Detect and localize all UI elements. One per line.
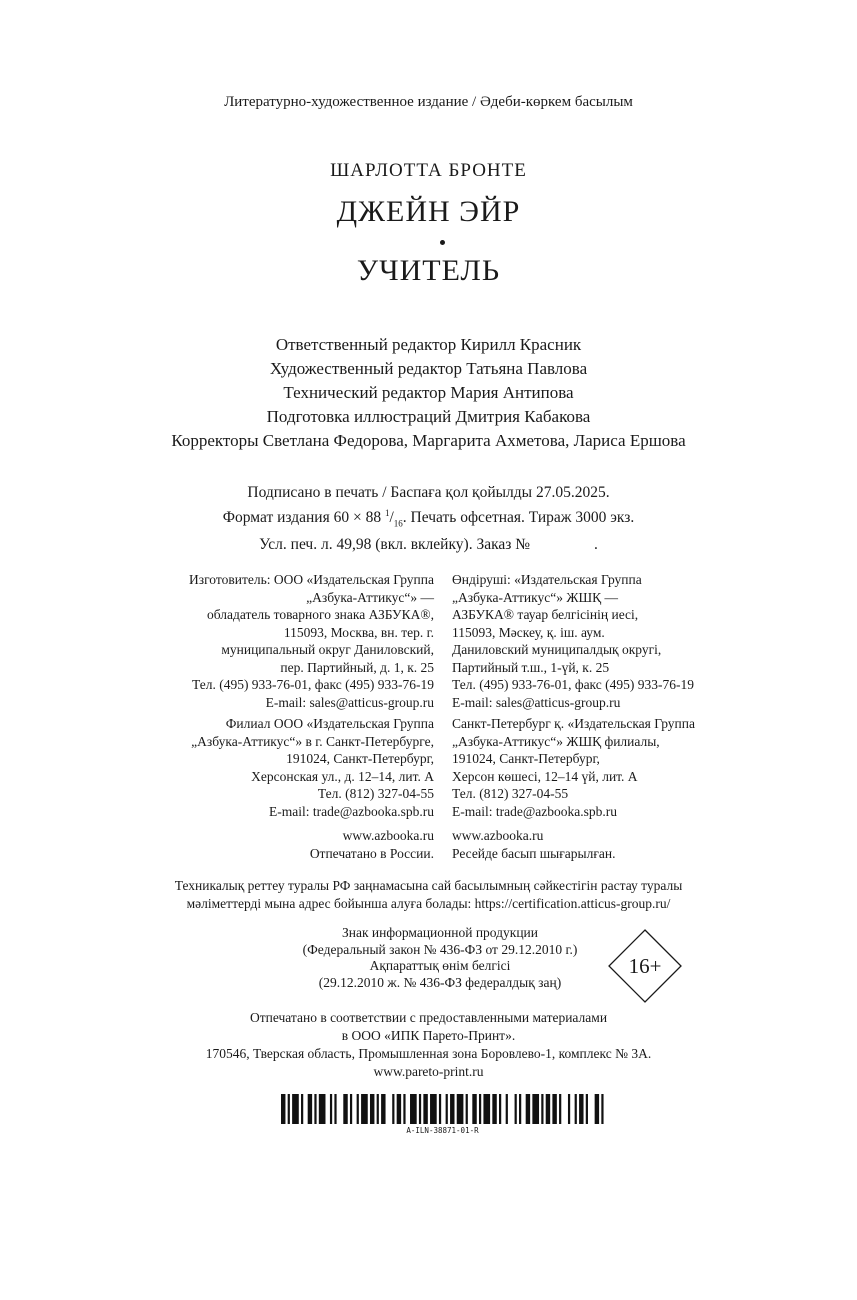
web-ru <box>134 827 434 862</box>
barcode-bar <box>575 1094 577 1124</box>
manufacturer-ru-line: E-mail: sales@atticus-group.ru <box>265 694 434 710</box>
tech-regulation-notice <box>0 877 857 912</box>
format-numerator: 1 <box>384 508 390 518</box>
barcode-bar <box>479 1094 481 1124</box>
branch-ru <box>134 715 434 820</box>
branch-ru-line: Филиал ООО «Издательская Группа <box>225 716 434 731</box>
format-line <box>0 503 857 534</box>
barcode-bar <box>281 1094 285 1124</box>
credit-line: Ответственный редактор Кирилл Красник <box>275 335 582 354</box>
info-product-sign <box>240 925 640 991</box>
manufacturer-kz-line: 115093, Мәскеу, қ. іш. аум. <box>452 624 605 640</box>
barcode-code: A-ILN-38871-01-R <box>406 1126 479 1135</box>
branch-kz-line: Херсон көшесі, 12–14 үй, лит. А <box>452 768 638 784</box>
barcode-bar <box>301 1094 303 1124</box>
format-denominator: 16 <box>393 518 403 529</box>
barcode-bar <box>457 1094 464 1124</box>
barcode-bar <box>472 1094 476 1124</box>
info-sign-line: Знак информационной продукции <box>341 925 539 940</box>
barcode-bar <box>579 1094 583 1124</box>
manufacturer-ru-line: „Азбука-Аттикус“» — <box>306 589 434 605</box>
barcode-bar <box>519 1094 521 1124</box>
barcode-bar <box>350 1094 352 1124</box>
sheets-text: Усл. печ. л. 49,98 (вкл. вклейку). Заказ № <box>259 536 531 554</box>
tech-regulation-line: мәліметтерді мына адрес бойынша алуға болады: https://certification.atticus-group.ru/ <box>186 895 671 911</box>
barcode-bar <box>410 1094 417 1124</box>
barcode-bar <box>370 1094 374 1124</box>
barcode-bar <box>499 1094 501 1124</box>
barcode-bar <box>515 1094 517 1124</box>
age-rating-label: 16+ <box>628 954 662 978</box>
barcode-bar <box>446 1094 448 1124</box>
barcode-bar <box>423 1094 427 1124</box>
barcode-bar <box>381 1094 385 1124</box>
barcode-bar <box>492 1094 496 1124</box>
branch-kz-line: „Азбука-Аттикус“» ЖШҚ филиалы, <box>452 733 660 749</box>
branch-ru-line: 191024, Санкт-Петербург, <box>286 751 434 766</box>
age-rating-badge <box>608 929 682 1003</box>
barcode-bar <box>601 1094 603 1124</box>
barcode-bar <box>330 1094 332 1124</box>
printer-info <box>0 1009 857 1081</box>
barcode-bar <box>397 1094 401 1124</box>
manufacturer-kz-line: Өндіруші: «Издательская Группа <box>452 572 642 587</box>
sheets-end: . <box>593 536 598 554</box>
manufacturer-ru-line: 115093, Москва, вн. тер. г. <box>283 624 434 640</box>
printer-website: www.pareto-print.ru <box>373 1064 484 1079</box>
manufacturer-kz-line: Даниловский муниципалдық округі, <box>452 642 662 657</box>
barcode-bar <box>546 1094 550 1124</box>
manufacturer-ru-line: Тел. (495) 933-76-01, факс (495) 933-76-19 <box>191 677 434 692</box>
book-title-1: ДЖЕЙН ЭЙР <box>336 195 521 228</box>
manufacturer-kz <box>452 571 772 711</box>
manufacturer-kz-line: E-mail: sales@atticus-group.ru <box>452 694 621 710</box>
printer-line: Отпечатано в соответствии с предоставленными материалами <box>249 1010 608 1025</box>
signed-date: Подписано в печать / Баспаға қол қойылды 27.05.2025. <box>247 484 610 501</box>
sheets-line <box>0 534 857 555</box>
barcode-bar <box>450 1094 454 1124</box>
branch-ru-line: „Азбука-Аттикус“» в г. Санкт-Петербурге, <box>191 733 434 749</box>
barcode-bar <box>308 1094 312 1124</box>
barcode-bar <box>506 1094 508 1124</box>
branch-kz-line: Тел. (812) 327-04-55 <box>452 786 569 801</box>
branch-kz-line: 191024, Санкт-Петербург, <box>452 751 600 766</box>
manufacturer-kz-line: Партийный т.ш., 1-үй, к. 25 <box>452 659 610 675</box>
branch-kz-line: Санкт-Петербург қ. «Издательская Группа <box>452 716 695 731</box>
credit-line: Корректоры Светлана Федорова, Маргарита Ахметова, Лариса Ершова <box>171 431 686 450</box>
barcode-bar <box>392 1094 394 1124</box>
printed-in-ru: Отпечатано в России. <box>309 845 434 861</box>
barcode-bar <box>541 1094 543 1124</box>
branch-ru-line: E-mail: trade@azbooka.spb.ru <box>269 803 434 819</box>
format-text: Формат издания 60 × 88 <box>222 509 382 527</box>
barcode-bar <box>483 1094 490 1124</box>
printed-in-kz: Ресейде басып шығарылған. <box>452 845 616 861</box>
barcode-bar <box>334 1094 336 1124</box>
info-sign-line: (Федеральный закон № 436-ФЗ от 29.12.2010 г.) <box>302 941 578 957</box>
manufacturer-ru-line: Изготовитель: ООО «Издательская Группа <box>189 572 434 587</box>
info-sign-line: (29.12.2010 ж. № 436-ФЗ федералдық заң) <box>318 974 562 990</box>
web-kz <box>452 827 772 862</box>
barcode-bar <box>403 1094 405 1124</box>
barcode-bar <box>288 1094 290 1124</box>
barcode-bar <box>319 1094 326 1124</box>
barcode-bar <box>292 1094 299 1124</box>
barcode-bar <box>419 1094 421 1124</box>
barcode-bar <box>532 1094 539 1124</box>
publisher-website-ru: www.azbooka.ru <box>342 828 434 843</box>
branch-ru-line: Тел. (812) 327-04-55 <box>317 786 434 801</box>
publisher-website-kz: www.azbooka.ru <box>452 828 544 843</box>
credit-line: Подготовка иллюстраций Дмитрия Кабакова <box>266 407 591 426</box>
credits-block <box>0 333 857 453</box>
manufacturer-ru-line: муниципальный округ Даниловский, <box>221 642 434 657</box>
branch-kz-line: E-mail: trade@azbooka.spb.ru <box>452 803 617 819</box>
manufacturer-kz-line: „Азбука-Аттикус“» ЖШҚ — <box>452 589 618 605</box>
barcode-bar <box>595 1094 599 1124</box>
manufacturer-kz-line: Тел. (495) 933-76-01, факс (495) 933-76-19 <box>452 677 695 692</box>
barcode-bar <box>314 1094 316 1124</box>
barcode-bar <box>343 1094 347 1124</box>
author-name: ШАРЛОТТА БРОНТЕ <box>330 160 527 181</box>
printer-line: в ООО «ИПК Парето-Принт». <box>341 1028 516 1043</box>
format-tail: . Печать офсетная. Тираж 3000 экз. <box>402 509 635 527</box>
barcode-bar <box>568 1094 570 1124</box>
barcode-bar <box>377 1094 379 1124</box>
barcode-bar <box>526 1094 530 1124</box>
edition-type: Литературно-художественное издание / Әдеби-көркем басылым <box>224 94 633 110</box>
credit-line: Технический редактор Мария Антипова <box>283 383 574 402</box>
tech-regulation-line: Техникалық реттеу туралы РФ заңнамасына сай басылымның сәйкестігін растау туралы <box>174 878 683 893</box>
manufacturer-ru-line: пер. Партийный, д. 1, к. 25 <box>280 659 434 675</box>
manufacturer-kz-line: АЗБУКА® тауар белгісінің иесі, <box>452 607 639 622</box>
credit-line: Художественный редактор Татьяна Павлова <box>269 359 588 378</box>
branch-kz <box>452 715 772 820</box>
barcode-bar <box>466 1094 468 1124</box>
barcode-bar <box>361 1094 368 1124</box>
barcode-bar <box>357 1094 359 1124</box>
barcode-bar <box>552 1094 556 1124</box>
printer-line: 170546, Тверская область, Промышленная зона Боровлево-1, комплекс № 3А. <box>205 1046 652 1061</box>
barcode-bar <box>586 1094 588 1124</box>
print-info-block <box>0 482 857 555</box>
info-sign-line: Ақпараттық өнім белгісі <box>369 958 511 973</box>
format-slash: / <box>389 509 394 527</box>
barcode <box>281 1094 608 1124</box>
barcode-bar <box>430 1094 437 1124</box>
book-title-2: УЧИТЕЛЬ <box>356 254 501 287</box>
barcode-bar <box>439 1094 441 1124</box>
branch-ru-line: Херсонская ул., д. 12–14, лит. А <box>251 768 434 784</box>
barcode-bar <box>559 1094 561 1124</box>
manufacturer-ru <box>134 571 434 711</box>
manufacturer-ru-line: обладатель товарного знака АЗБУКА®, <box>206 607 434 622</box>
title-separator-dot <box>440 240 445 245</box>
